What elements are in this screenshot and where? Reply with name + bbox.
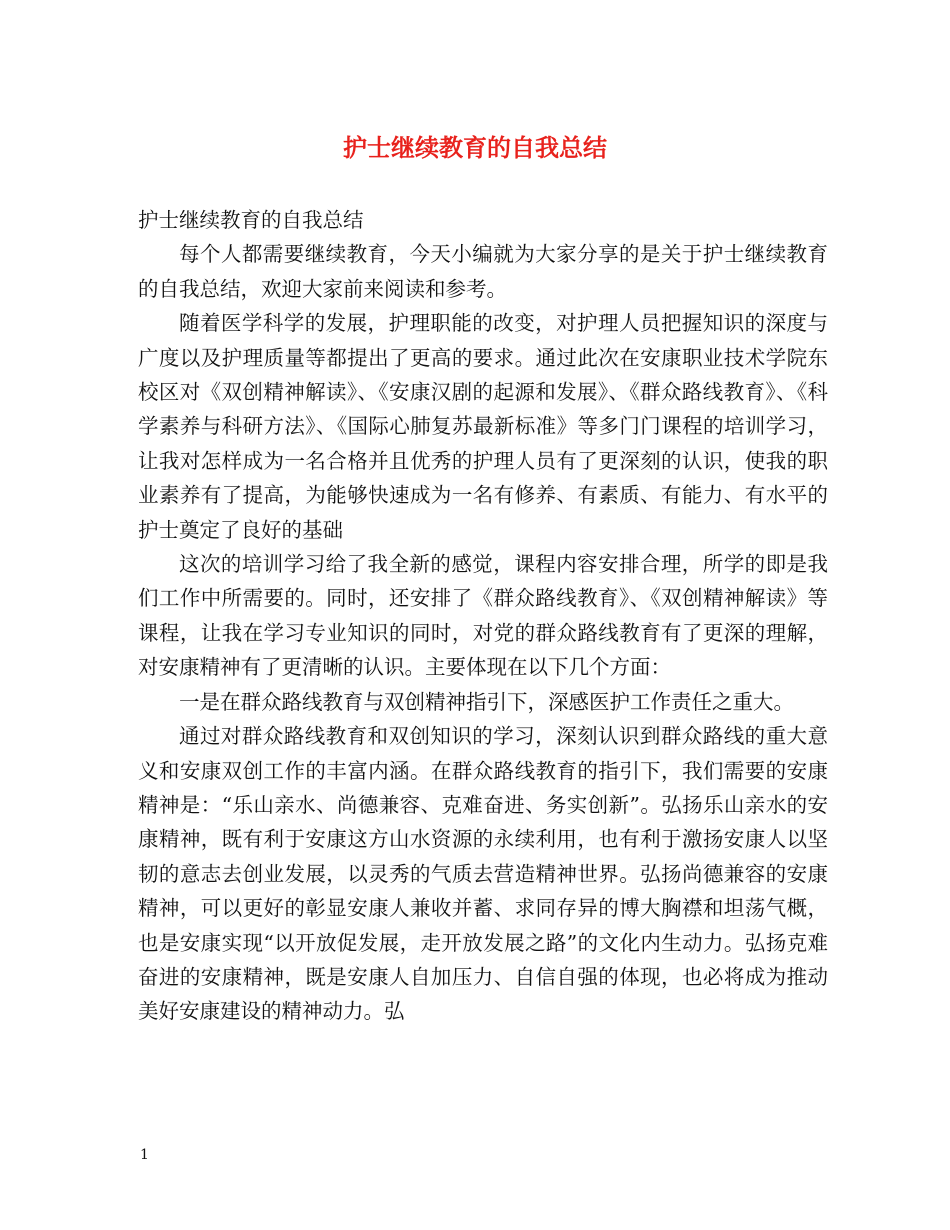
document-title: 护士继续教育的自我总结 (343, 133, 607, 162)
document-subtitle: 护士继续教育的自我总结 (138, 208, 364, 232)
paragraph-point-one: 一是在群众路线教育与双创精神指引下，深感医护工作责任之重大。 (179, 689, 794, 714)
page-number: 1 (140, 1147, 149, 1163)
paragraph-intro: 每个人都需要继续教育，今天小编就为大家分享的是关于护士继续教育的自我总结，欢迎大家前来阅读和参考。 (138, 242, 828, 301)
document-body (138, 203, 828, 1029)
paragraph-development: 随着医学科学的发展，护理职能的改变，对护理人员把握知识的深度与广度以及护理质量等都提出了更高的要求。通过此次在安康职业技术学院东校区对《双创精神解读》、《安康汉剧的起源和发展》、《群众路线教育》、《科学素养与科研方法》、《国际心肺复苏最新标准》等多门门课程的培训学习，让我对怎样成为一名合格并且优秀的护理人员有了更深刻的认识，使我的职业素养有了提高，为能够快速成为一名有修养、有素质、有能力、有水平的护士奠定了良好的基础 (138, 311, 828, 542)
paragraph-spirit: 通过对群众路线教育和双创知识的学习，深刻认识到群众路线的重大意义和安康双创工作的丰富内涵。在群众路线教育的指引下，我们需要的安康精神是：“乐山亲水、尚德兼容、克难奋进、务实创新”。弘扬乐山亲水的安康精神，既有利于安康这方山水资源的永续利用，也有利于激扬安康人以坚韧的意志去创业发展，以灵秀的气质去营造精神世界。弘扬尚德兼容的安康精神，可以更好的彰显安康人兼收并蓄、求同存异的博大胸襟和坦荡气概，也是安康实现“以开放促发展，走开放发展之路”的文化内生动力。弘扬克难奋进的安康精神，既是安康人自加压力、自信自强的体现，也必将成为推动美好安康建设的精神动力。弘 (138, 724, 828, 1024)
paragraph-training: 这次的培训学习给了我全新的感觉，课程内容安排合理，所学的即是我们工作中所需要的。同时，还安排了《群众路线教育》、《双创精神解读》等课程，让我在学习专业知识的同时，对党的群众路线教育有了更深的理解，对安康精神有了更清晰的认识。主要体现在以下几个方面： (138, 552, 828, 680)
